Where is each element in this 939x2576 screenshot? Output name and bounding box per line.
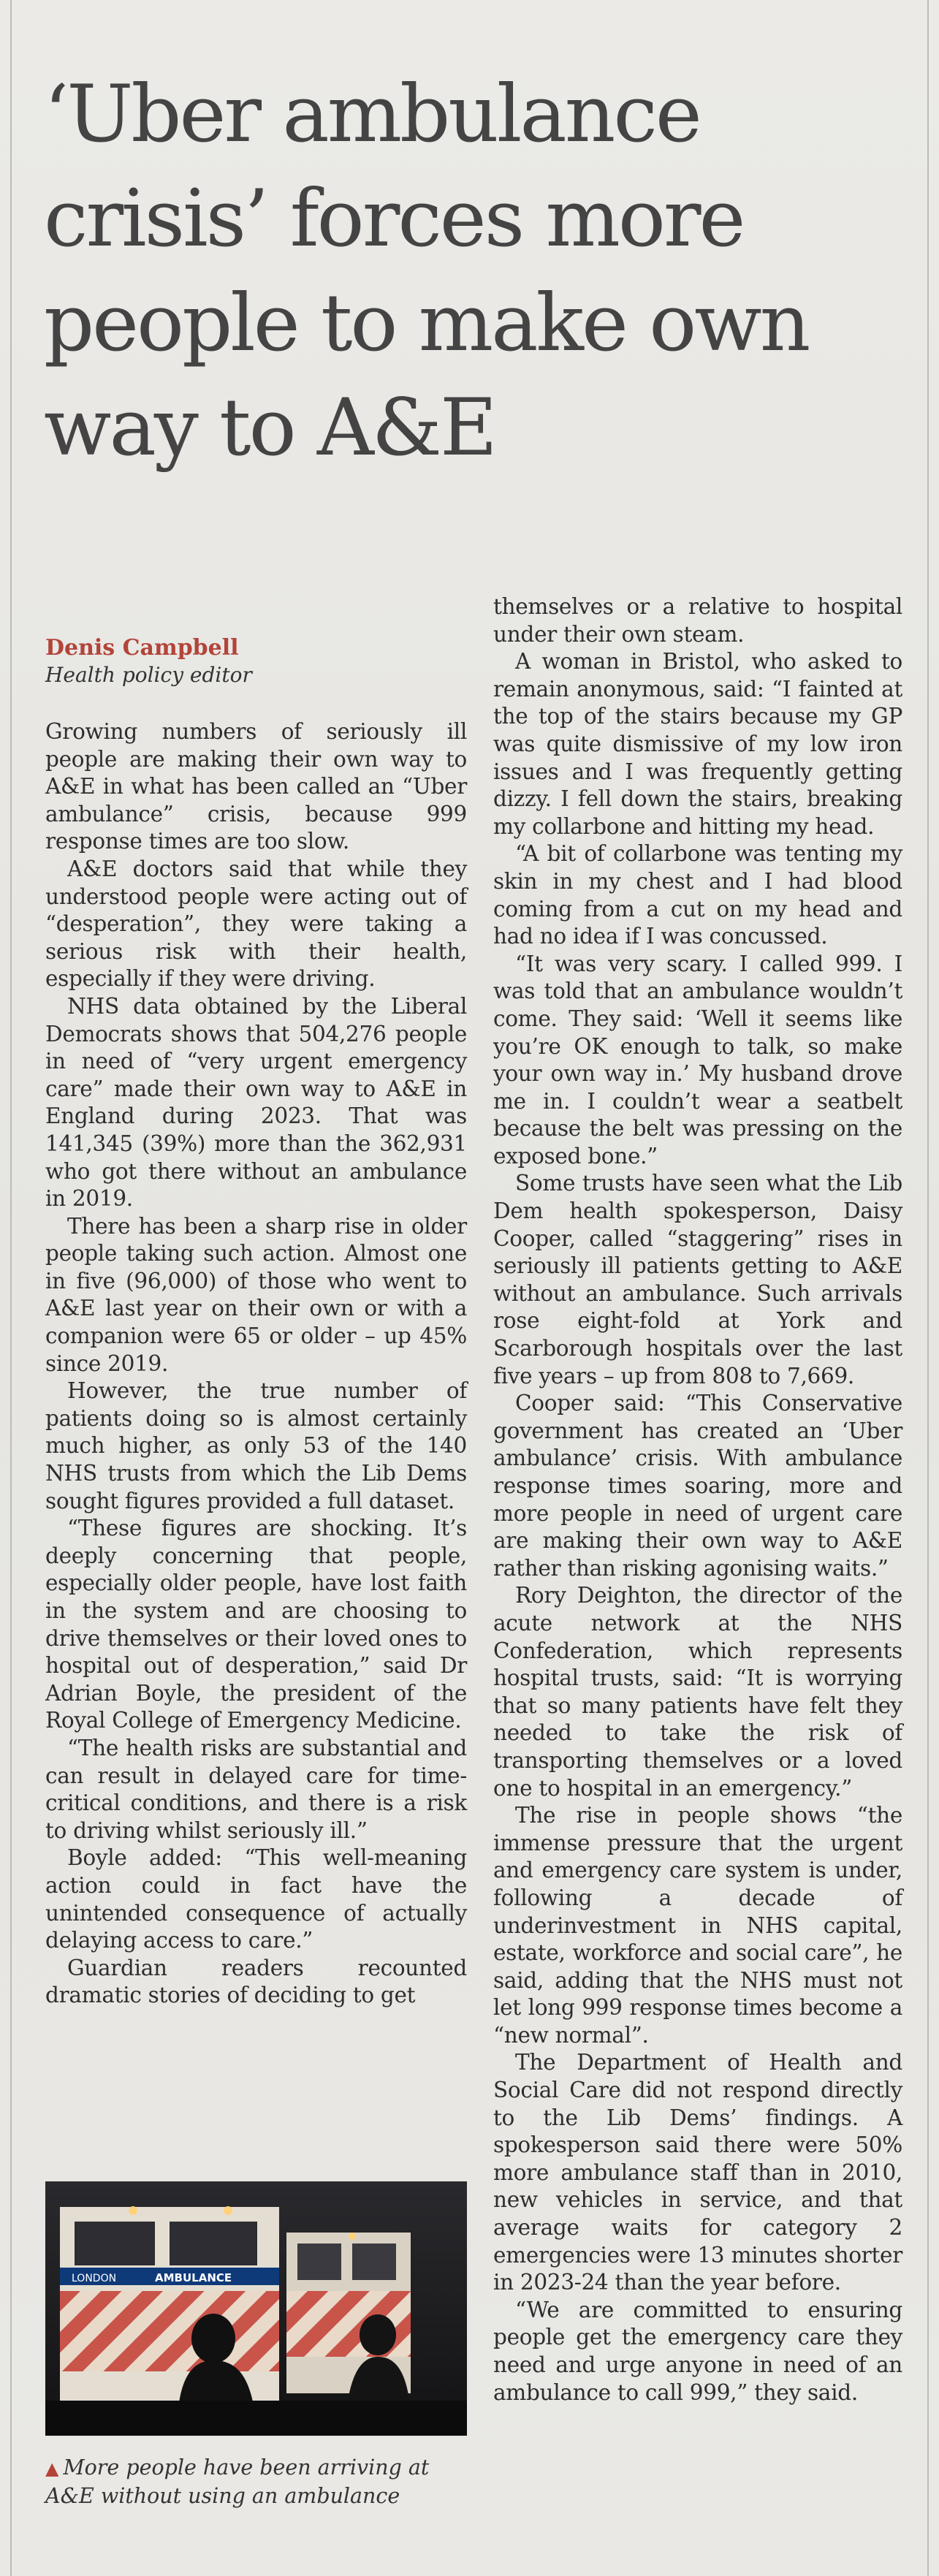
photo-sign-ambulance: AMBULANCE: [155, 2271, 232, 2284]
article-column-left: [45, 718, 467, 2010]
caption-text: More people have been arriving at A&E without using an ambulance: [45, 2455, 430, 2508]
byline-role: Health policy editor: [45, 663, 252, 687]
caption-triangle-icon: ▲: [45, 2458, 59, 2479]
paragraph: The rise in people shows “the immense pressure that the urgent and emergency care system is under, following a decade of underinvestment in NHS capital, estate, workforce and social care”, he said, adding that the NHS must not let long 999 response times become a “new normal”.: [493, 1803, 902, 2048]
paragraph: “The health risks are substantial and can result in delayed care for time-critical conditions, and there is a risk to driving whilst seriously ill.”: [45, 1735, 467, 1843]
paragraph: Boyle added: “This well-meaning action could in fact have the unintended consequence of actually delaying access to care.”: [45, 1845, 467, 1953]
column-rule-left: [10, 0, 12, 2576]
paragraph: Guardian readers recounted dramatic stories of deciding to get: [45, 1955, 467, 2008]
paragraph: “A bit of collarbone was tenting my skin in my chest and I had blood coming from a cut on my head and had no idea if I was concussed.: [493, 841, 902, 949]
paragraph: NHS data obtained by the Liberal Democrats shows that 504,276 people in need of “very urgent emergency care” made their own way to A&E in England during 2023. That was 141,345 (39%) more than the 362,931 who got there without an ambulance in 2019.: [45, 993, 467, 1212]
byline: [45, 634, 467, 688]
headline: ‘Uber ambulance crisis’ forces more people to make own way to A&E: [44, 69, 809, 474]
column-rule-right: [927, 0, 929, 2576]
paragraph: The Department of Health and Social Care did not respond directly to the Lib Dems’ findings. A spokesperson said there were 50% more ambulance staff than in 2010, new vehicles in service, and that average waits for category 2 emergencies were 13 minutes shorter in 2023-24 than the year before.: [493, 2050, 902, 2295]
photo-sign-london: LONDON: [72, 2273, 117, 2284]
paragraph: Rory Deighton, the director of the acute network at the NHS Confederation, which represents hospital trusts, said: “It is worrying that so many patients have felt they needed to take the risk of transporting themselves or a loved one to hospital in an emergency.”: [493, 1583, 902, 1801]
paragraph: themselves or a relative to hospital under their own steam.: [493, 594, 902, 647]
paragraph: Growing numbers of seriously ill people are making their own way to A&E in what has been called an “Uber ambulance” crisis, because 999 response times are too slow.: [45, 719, 467, 854]
paragraph: “We are committed to ensuring people get the emergency care they need and urge anyone in need of an ambulance to call 999,” they said.: [493, 2297, 902, 2405]
article-column-right: [493, 593, 902, 2406]
ambulance-photo: [45, 2181, 467, 2436]
photo-caption: [45, 2454, 467, 2510]
paragraph: A woman in Bristol, who asked to remain anonymous, said: “I fainted at the top of the stairs because my GP was quite dismissive of my low iron issues and I was frequently getting dizzy. I fell down the stairs, breaking my collarbone and hitting my head.: [493, 649, 902, 839]
ambulance-illustration: [45, 2181, 467, 2436]
byline-name: Denis Campbell: [45, 635, 239, 661]
paragraph: Cooper said: “This Conservative government has created an ‘Uber ambulance’ crisis. With ambulance response times soaring, more and more people in need of urgent care are making their own way to A&E rather than risking agonising waits.”: [493, 1391, 902, 1581]
paragraph: “It was very scary. I called 999. I was told that an ambulance wouldn’t come. They said: ‘Well it seems like you’re OK enough to talk, so make your own way in.’ My husband drove me in. I couldn’t wear a seatbelt because the belt was pressing on the exposed bone.”: [493, 951, 902, 1169]
paragraph: Some trusts have seen what the Lib Dem health spokesperson, Daisy Cooper, called “staggering” rises in seriously ill patients getting to A&E without an ambulance. Such arrivals rose eight-fold at York and Scarborough hospitals over the last five years – up from 808 to 7,669.: [493, 1171, 902, 1388]
paragraph: However, the true number of patients doing so is almost certainly much higher, as only 53 of the 140 NHS trusts from which the Lib Dems sought figures provided a full dataset.: [45, 1378, 467, 1513]
paragraph: “These figures are shocking. It’s deeply concerning that people, especially older people, have lost faith in the system and are choosing to drive themselves or their loved ones to hospital out of desperation,” said Dr Adrian Boyle, the president of the Royal College of Emergency Medicine.: [45, 1516, 467, 1733]
paragraph: A&E doctors said that while they understood people were acting out of “desperation”, they were taking a serious risk with their health, especially if they were driving.: [45, 856, 467, 992]
paragraph: There has been a sharp rise in older people taking such action. Almost one in five (96,000) of those who went to A&E last year on their own or with a companion were 65 or older – up 45% since 2019.: [45, 1213, 467, 1376]
